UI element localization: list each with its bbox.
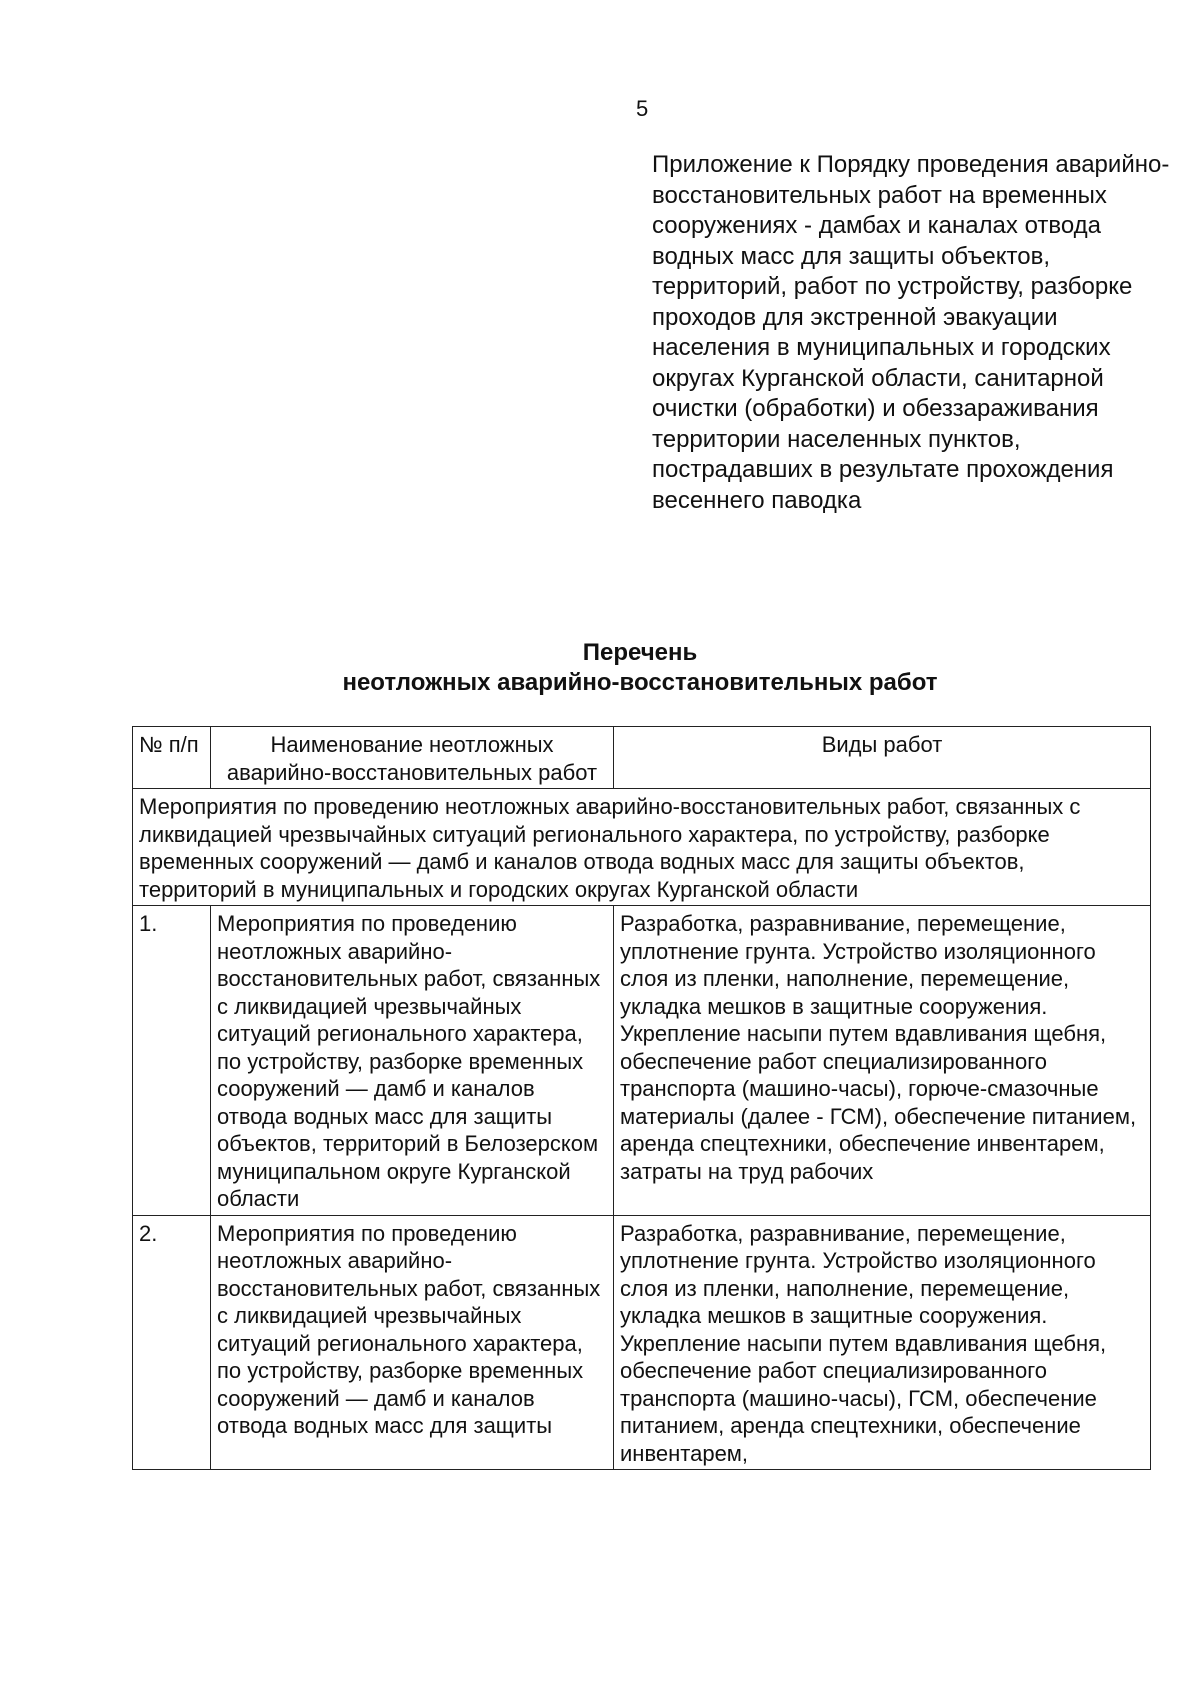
header-number: № п/п [133, 727, 211, 789]
row-kinds-cell: Разработка, разравнивание, перемещение, уплотнение грунта. Устройство изоляционного слоя из пленки, наполнение, перемещение, укладка мешков в защитные сооружения. Укрепление насыпи путем вдавливания щебня, обеспечение работ специализированного транспорта (машино-часы), ГСМ, обеспечение питанием, аренда спецтехники, обеспечение инвентарем, [614, 1215, 1151, 1470]
table-header-row [133, 727, 1151, 789]
title-line-2: неотложных аварийно-восстановительных работ [342, 669, 938, 696]
title-line-1: Перечень [582, 639, 698, 666]
row-kinds-cell: Разработка, разравнивание, перемещение, уплотнение грунта. Устройство изоляционного слоя из пленки, наполнение, перемещение, укладка мешков в защитные сооружения. Укрепление насыпи путем вдавливания щебня, обеспечение работ специализированного транспорта (машино-часы), горюче-смазочные материалы (далее - ГСМ), обеспечение питанием, аренда спецтехники, обеспечение инвентарем, затраты на труд рабочих [614, 906, 1151, 1216]
row-number-cell: 1. [133, 906, 211, 1216]
table-row [133, 906, 1151, 1216]
table-row [133, 1215, 1151, 1470]
row-name-cell: Мероприятия по проведению неотложных аварийно-восстановительных работ, связанных с ликвидацией чрезвычайных ситуаций регионального характера, по устройству, разборке временных сооружений — дамб и каналов отвода водных масс для защиты объектов, территорий в Белозерском муниципальном округе Курганской области [211, 906, 614, 1216]
document-title [130, 638, 1150, 698]
row-number-cell: 2. [133, 1215, 211, 1470]
row-name-cell: Мероприятия по проведению неотложных аварийно-восстановительных работ, связанных с ликвидацией чрезвычайных ситуаций регионального характера, по устройству, разборке временных сооружений — дамб и каналов отвода водных масс для защиты [211, 1215, 614, 1470]
header-kinds: Виды работ [614, 727, 1151, 789]
section-cell: Мероприятия по проведению неотложных аварийно-восстановительных работ, связанных с ликвидацией чрезвычайных ситуаций регионального характера, по устройству, разборке временных сооружений — дамб и каналов отвода водных масс для защиты объектов, территорий в муниципальных и городских округах Курганской области [133, 789, 1151, 906]
works-table [132, 726, 1151, 1470]
appendix-note: Приложение к Порядку проведения аварийно-восстановительных работ на временных сооружениях - дамбах и каналах отвода водных масс для защиты объектов, территорий, работ по устройству, разборке проходов для экстренной эвакуации населения в муниципальных и городских округах Курганской области, санитарной очистки (обработки) и обеззараживания территории населенных пунктов, пострадавших в результате прохождения весеннего паводка [652, 151, 1170, 514]
table-section-row [133, 789, 1151, 906]
header-name: Наименование неотложных аварийно-восстановительных работ [211, 727, 614, 789]
page-number: 5 [636, 96, 649, 121]
